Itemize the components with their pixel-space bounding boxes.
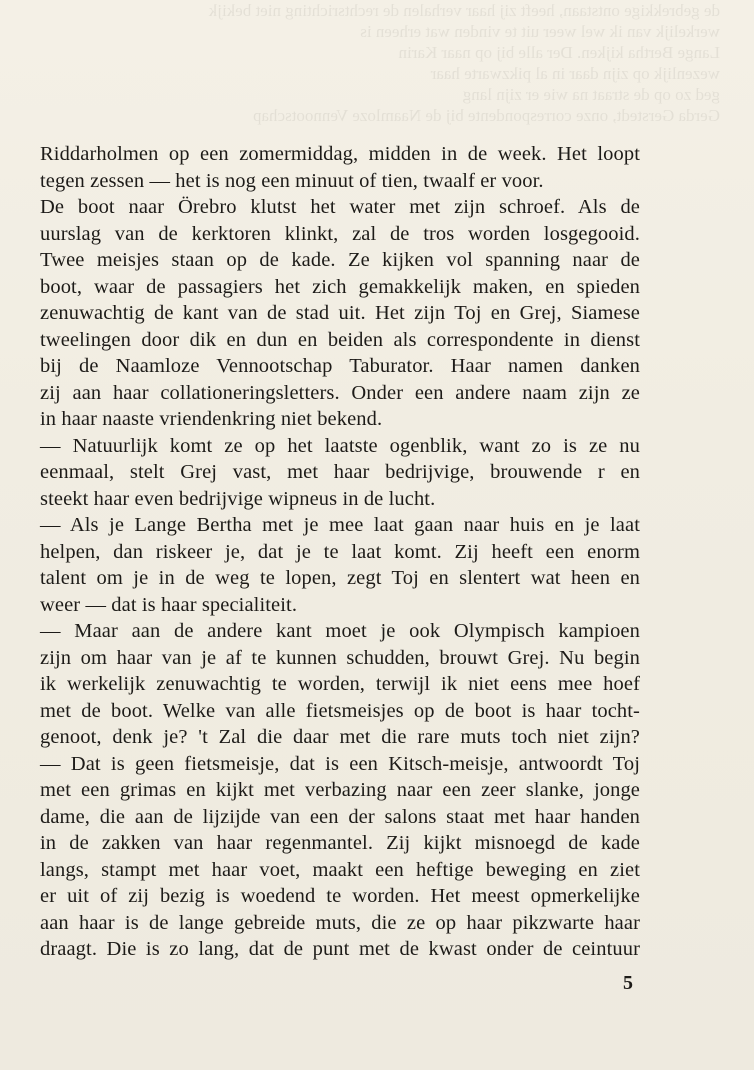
body-text — [40, 141, 640, 963]
text-line: draagt. Die is zo lang, dat de punt met de kwast onder de ceintuur — [40, 938, 640, 960]
text-line: dame, die aan de lijzijde van een der salons staat met haar handen — [40, 805, 640, 828]
text-line: — Natuurlijk komt ze op het laatste ogenblik, want zo is ze nu — [40, 434, 640, 457]
bleed-line: ged zo op de straat na wie er zijn lang — [462, 85, 720, 104]
text-line: in de zakken van haar regenmantel. Zij kijkt misnoegd de kade — [40, 832, 640, 854]
text-line: aan haar is de lange gebreide muts, die ze op haar pikzwarte haar — [40, 911, 640, 934]
text-line: genoot, denk je? 't Zal die daar met die rare muts toch niet zijn? — [40, 726, 640, 748]
text-line: ik werkelijk zenuwachtig te worden, terwijl ik niet eens mee hoef — [40, 673, 640, 695]
text-line: zij aan haar collationeringsletters. Onder een andere naam zijn ze — [40, 381, 640, 404]
text-line: tegen zessen — het is nog een minuut of tien, twaalf er voor. — [40, 169, 544, 192]
text-line: tweelingen door dik en dun en beiden als correspondente in dienst — [40, 328, 640, 351]
text-line: — Maar aan de andere kant moet je ook Olympisch kampioen — [40, 620, 640, 642]
text-line: uurslag van de kerktoren klinkt, zal de tros worden losgegooid. — [40, 222, 640, 245]
text-line: bij de Naamloze Vennootschap Taburator. Haar namen danken — [40, 355, 640, 377]
bleed-line: de gebrekkige ontstaan, heeft zij haar verhalen de rechtsrichting niet bekijk — [208, 1, 720, 20]
text-line: in haar naaste vriendenkring niet bekend. — [40, 408, 383, 430]
text-line: zijn om haar van je af te kunnen schudden, brouwt Grej. Nu begin — [40, 646, 640, 669]
text-line: helpen, dan riskeer je, dat je te laat komt. Zij heeft een enorm — [40, 540, 640, 563]
text-line: met een grimas en kijkt met verbazing naar een zeer slanke, jonge — [40, 779, 640, 801]
text-line: met de boot. Welke van alle fietsmeisjes op de boot is haar tocht- — [40, 699, 640, 722]
page-number: 5 — [623, 972, 633, 994]
bleed-through-text — [40, 0, 720, 140]
text-line: weer — dat is haar specialiteit. — [40, 593, 298, 616]
text-line: Riddarholmen op een zomermiddag, midden in de week. Het loopt — [40, 143, 640, 165]
text-line: langs, stampt met haar voet, maakt een heftige beweging en ziet — [40, 858, 640, 881]
text-line: steekt haar even bedrijvige wipneus in de lucht. — [40, 487, 436, 510]
bleed-line: Lange Bertha kijken. Der alle bij op naar Karin — [398, 43, 720, 62]
text-line: er uit of zij bezig is woedend te worden. Het meest opmerkelijke — [40, 885, 640, 907]
text-line: boot, waar de passagiers het zich gemakkelijk maken, en spieden — [40, 275, 640, 298]
bleed-line: werkelijk van ik wel weer uit te vinden wat erheen is — [360, 22, 720, 41]
text-line: talent om je in de weg te lopen, zegt Toj en slentert wat heen en — [40, 567, 640, 589]
text-line: — Dat is geen fietsmeisje, dat is een Kitsch-meisje, antwoordt Toj — [40, 752, 640, 775]
bleed-line: Gerda Gerstedt, onze correspondente bij de Naamloze Vennootschap — [252, 106, 720, 125]
text-line: eenmaal, stelt Grej vast, met haar bedrijvige, brouwende r en — [40, 461, 640, 483]
text-line: Twee meisjes staan op de kade. Ze kijken vol spanning naar de — [40, 249, 640, 271]
text-line: — Als je Lange Bertha met je mee laat gaan naar huis en je laat — [40, 514, 640, 536]
text-line: De boot naar Örebro klutst het water met zijn schroef. Als de — [40, 196, 640, 218]
text-line: zenuwachtig de kant van de stad uit. Het zijn Toj en Grej, Siamese — [40, 302, 640, 324]
bleed-line: wezenlijk op zijn daar in al pikzwarte haar — [430, 64, 720, 83]
